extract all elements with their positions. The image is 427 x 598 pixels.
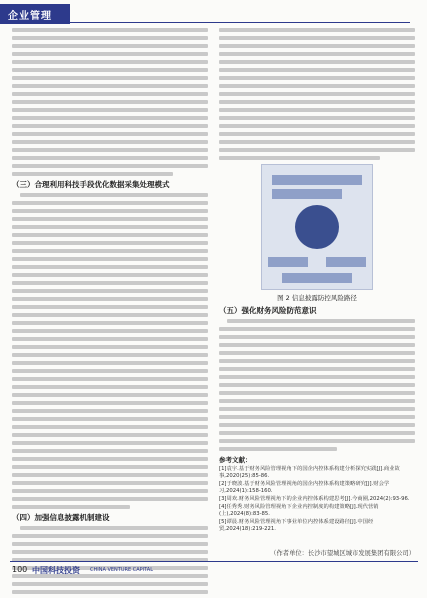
body-text bbox=[219, 319, 415, 451]
left-column bbox=[12, 28, 208, 598]
figure-caption: 图 2 信息披露防控风险路径 bbox=[277, 294, 357, 302]
reference-item: [3]周欢.财务风险管理视角下的企业内控体系构建思考[J].今商圈,2024(2):93-96. bbox=[219, 496, 410, 502]
header-rule bbox=[70, 22, 410, 23]
reference-item: [1]袁宇.基于财务风险管理视角下的国企内控体系构建分析探究实践[J].商业故事,2020(25):85-86. bbox=[219, 466, 400, 479]
reference-item: [2]于晓波.基于财务风险管理视角的国企内控体系构建策略研究[J].财会学习,2024(1):158-160. bbox=[219, 481, 390, 494]
figure-image bbox=[261, 164, 373, 290]
section-heading-3: （三）合理利用科技手段优化数据采集处理模式 bbox=[12, 180, 170, 189]
page-footer bbox=[0, 561, 427, 579]
reference-item: [4]任秀秀.财务风险管理视角下企业内控制度的构建策略[J].现代营销(上),2024(8):83-85. bbox=[219, 504, 379, 517]
body-text bbox=[219, 28, 415, 160]
references-title: 参考文献： bbox=[219, 456, 252, 464]
body-text bbox=[12, 193, 208, 509]
section-heading-5: （五）强化财务风险防范意识 bbox=[219, 306, 317, 315]
body-text bbox=[12, 526, 208, 594]
magazine-name: 中国科技投资 bbox=[32, 566, 80, 575]
author-affiliation: （作者单位：长沙市望城区城市发展集团有限公司） bbox=[270, 550, 415, 557]
page-header bbox=[0, 0, 427, 26]
right-column bbox=[219, 28, 415, 534]
section-heading-4: （四）加强信息披露机制建设 bbox=[12, 513, 110, 522]
footer-rule bbox=[10, 561, 418, 562]
section-label: 企业管理 bbox=[8, 11, 52, 22]
reference-item: [5]谭晨.财务风险管理视角下事业单位内控体系建设路径[J].中国经贸,2024(18):219-221. bbox=[219, 519, 374, 532]
magazine-name-english: CHINA VENTURE CAPITAL bbox=[90, 566, 154, 573]
page-number: 100 bbox=[12, 565, 28, 574]
body-text bbox=[12, 28, 208, 176]
